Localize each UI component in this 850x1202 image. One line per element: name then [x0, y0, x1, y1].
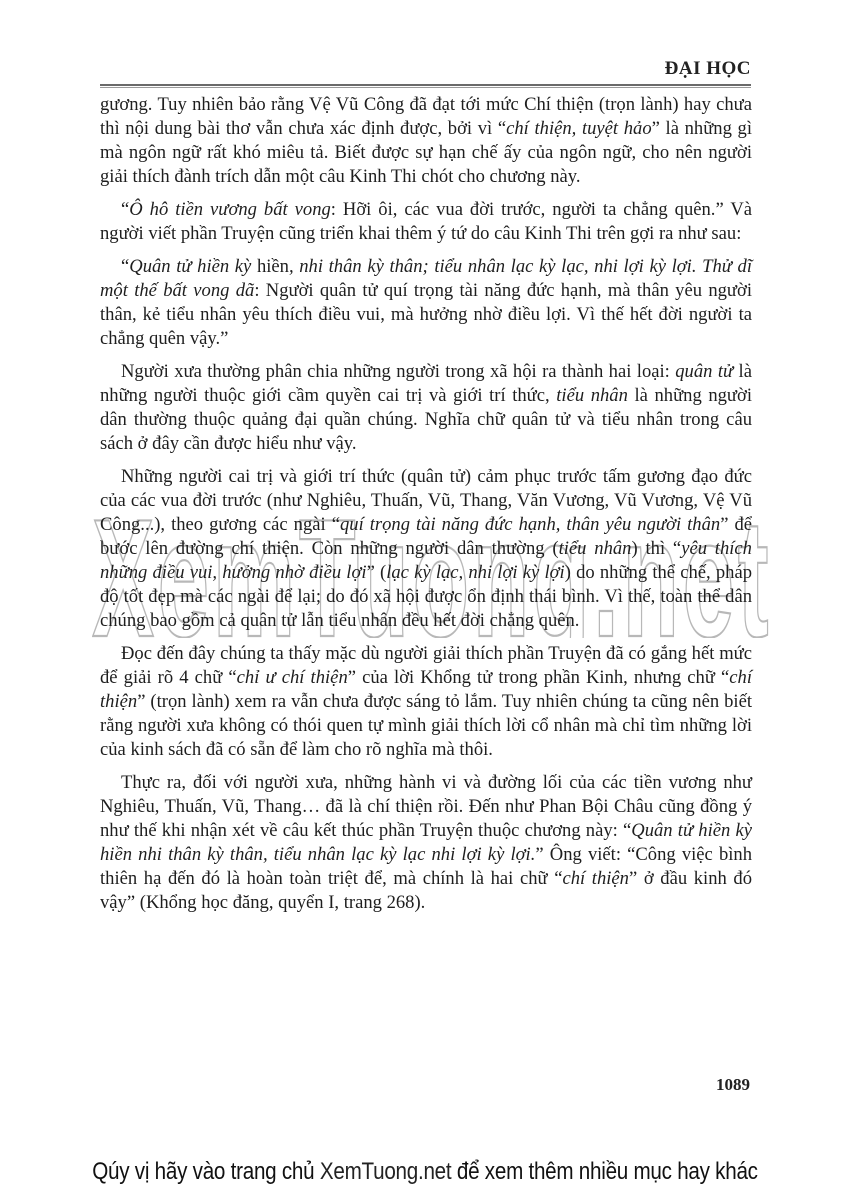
- text-run: ” để bước lên đường chí thiện. Còn những người dân thường (: [100, 514, 752, 559]
- paragraph: [100, 465, 752, 633]
- text-run: : Người quân tử quí trọng tài năng đức hạnh, mà thân yêu người thân, kẻ tiểu nhân yêu thích điều vui, mà hưởng nhờ điều lợi. Vì thế hết đời người ta chẳng quên vậy.”: [100, 280, 752, 349]
- text-run: hiền: [251, 256, 289, 277]
- footer-site-link[interactable]: XemTuong.net: [319, 1158, 452, 1185]
- text-run: gương. Tuy nhiên bảo rằng Vệ Vũ Công đã đạt tới mức Chí thiện (trọn lành) hay chưa thì nội dung bài thơ vẫn chưa xác định được, bởi vì “: [100, 94, 752, 139]
- text-run: “: [121, 256, 130, 277]
- text-run: Đọc đến đây chúng ta thấy mặc dù người giải thích phần Truyện đã có gắng hết mức để giải rõ 4 chữ “: [100, 643, 752, 688]
- footer-text-after: để xem thêm nhiều mục hay khác: [451, 1158, 758, 1185]
- italic-run: chí thiện, tuyệt hảo: [506, 118, 652, 139]
- text-run: ) do những thể chế, pháp độ tốt đẹp mà các ngài để lại; do đó xã hội được ổn định thái bình. Vì thế, toàn thể dân chúng bao gồm cả quân tử lẫn tiểu nhân đều hết đời chẳng quên.: [100, 562, 752, 631]
- italic-run: Ô hô tiền vương bất vong: [129, 199, 331, 220]
- text-run: ) thì “: [631, 538, 682, 559]
- italic-run: yêu thích những điều vui, hưởng nhờ điều lợi: [100, 538, 752, 583]
- italic-run: tiểu nhân: [558, 538, 632, 559]
- text-run: ” của lời Khổng tử trong phần Kinh, nhưng chữ “: [347, 667, 730, 688]
- paragraph: [100, 771, 752, 915]
- watermark-text: XemTuong.net: [92, 518, 772, 638]
- text-run: ” ở đầu kinh đó vậy” (Khổng học đăng, quyển I, trang 268).: [100, 868, 752, 913]
- text-run: là những người dân thường thuộc quảng đại quần chúng. Nghĩa chữ quân tử và tiểu nhân trong câu sách ở đây cần được hiểu như vậy.: [100, 385, 752, 454]
- text-run: ” là những gì mà ngôn ngữ rất khó miêu tả. Biết được sự hạn chế ấy của ngôn ngữ, cho nên người giải thích đành trích dẫn một câu Kinh Thi chót cho chương này.: [100, 118, 752, 187]
- paragraph: [100, 360, 752, 456]
- text-run: Người xưa thường phân chia những người trong xã hội ra thành hai loại:: [121, 361, 676, 382]
- italic-run: quí trọng tài năng đức hạnh, thân yêu người thân: [339, 514, 721, 535]
- body-text: [100, 93, 752, 924]
- paragraph: [100, 642, 752, 762]
- text-run: ” (: [366, 562, 387, 583]
- running-head-title: ĐẠI HỌC: [664, 58, 751, 79]
- italic-run: tiểu nhân: [556, 385, 628, 406]
- text-run: ” (trọn lành) xem ra vẫn chưa được sáng tỏ lắm. Tuy nhiên chúng ta cũng nên biết rằng người xưa không có thói quen tự mình giải thích lời cổ nhân mà chỉ tìm những lời của kinh sách đã có sẵn để làm cho rõ nghĩa mà thôi.: [100, 691, 752, 760]
- text-run: Thực ra, đối với người xưa, những hành vi và đường lối của các tiền vương như Nghiêu, Thuấn, Vũ, Thang… đã là chí thiện rồi. Đến như Phan Bội Châu cũng đồng ý như thế khi nhận xét về câu kết thúc phần Truyện thuộc chương này: “: [100, 772, 752, 841]
- footer-text-before: Qúy vị hãy vào trang chủ: [92, 1158, 320, 1185]
- paragraph: [100, 93, 752, 189]
- italic-run: Quân tử hiền kỳ: [129, 256, 252, 277]
- page-number: 1089: [716, 1075, 750, 1094]
- text-run: ” Ông viết: “Công việc bình thiên hạ đến đó là hoàn toàn triệt để, mà chính là hai chữ “: [100, 844, 752, 889]
- italic-run: , nhi thân kỳ thân; tiểu nhân lạc kỳ lạc, nhi lợi kỳ lợi. Thử dĩ một thế bất vong dã: [100, 256, 752, 301]
- paragraph: [100, 198, 752, 246]
- italic-run: lạc kỳ lạc, nhi lợi kỳ lợi: [386, 562, 565, 583]
- italic-run: quân tử: [675, 361, 734, 382]
- paragraph: [100, 255, 752, 351]
- text-run: “: [121, 199, 130, 220]
- footer-banner: [60, 1158, 791, 1186]
- italic-run: Quân tử hiền kỳ hiền nhi thân kỳ thân, tiểu nhân lạc kỳ lạc nhi lợi kỳ lợi.: [100, 820, 753, 865]
- text-run: : Hỡi ôi, các vua đời trước, người ta chẳng quên.” Và người viết phần Truyện cũng triển khai thêm ý tứ do câu Kinh Thi trên gợi ra như sau:: [100, 199, 753, 244]
- italic-run: chí thiện: [100, 667, 753, 712]
- italic-run: chỉ ư chí thiện: [236, 667, 348, 688]
- header-double-rule: [100, 84, 751, 88]
- italic-run: chí thiện: [562, 868, 629, 889]
- text-run: Những người cai trị và giới trí thức (quân tử) cảm phục trước tấm gương đạo đức của các vua đời trước (như Nghiêu, Thuấn, Vũ, Thang, Văn Vương, Vũ Vương, Vệ Vũ Công...), theo gương các ngài “: [100, 466, 752, 535]
- text-run: là những người thuộc giới cầm quyền cai trị và giới trí thức,: [100, 361, 752, 406]
